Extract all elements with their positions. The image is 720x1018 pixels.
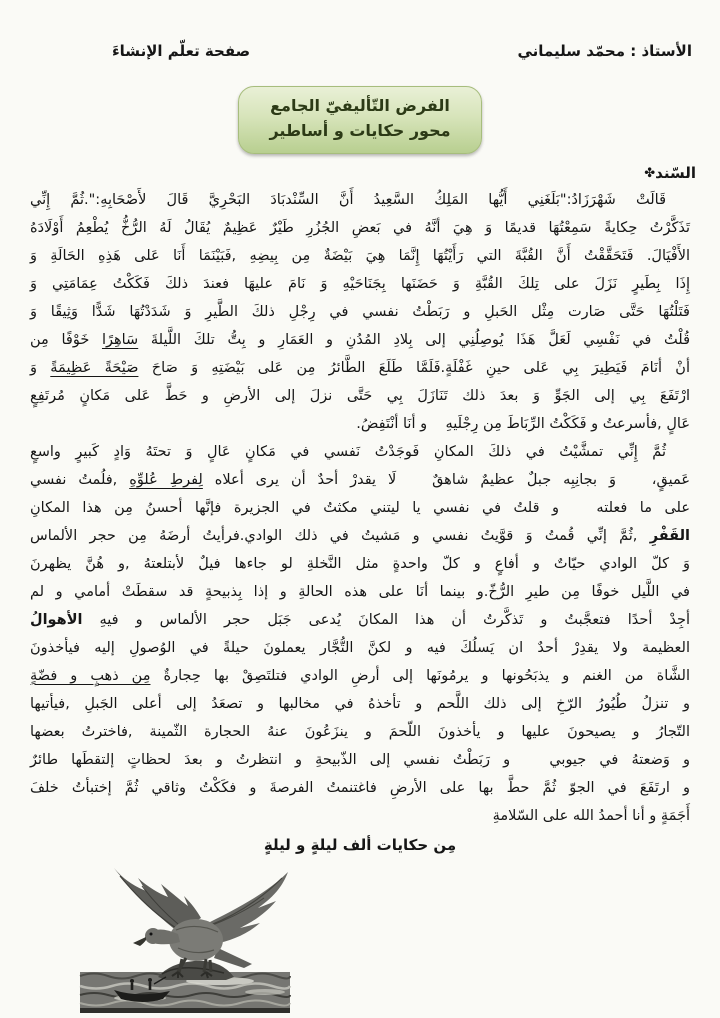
text-segment: قُلْتُ في نَفْسِي لَعَلَّ هَذَا يُوصِلُنِي إلى بِلادِ المُدُنِ و العَمَارِ و بِتُّ تلكَ اللَّيلةَ bbox=[138, 331, 691, 348]
text-line bbox=[30, 774, 690, 802]
text-line bbox=[30, 662, 690, 690]
underlined-text: لِفرطِ عُلوِّهِ bbox=[129, 471, 203, 488]
text-segment: ارْتَفَعَ بِي إلى الجَوِّ وَ بعدَ ذلك تَنَازَلَ بِي حَتَّى نزلَ إلى الأرضِ و حَطَّ عَلى مَكانٍ مُرتَفِعٍ bbox=[30, 387, 690, 404]
body-text bbox=[0, 182, 720, 830]
text-segment: الشَّاة من الغنم و يذبَحُونها و يرمُونَها إلى أرضِ الوادي فتلتَصِقْ بها حِجارةٌ bbox=[150, 667, 690, 684]
text-line bbox=[30, 410, 690, 438]
section-title: السّند bbox=[655, 163, 696, 182]
text-segment: خَوْفًا مِن bbox=[30, 331, 102, 348]
roc-bird-engraving-icon bbox=[50, 864, 390, 1016]
badge-subtitle: محور حكايات و أساطير bbox=[269, 120, 451, 140]
text-line bbox=[30, 746, 690, 774]
bold-text: القَفْرِ bbox=[649, 527, 690, 544]
text-segment: ,ثُمَّ إنِّي قُمتُ وَ قوَّيتُ نفسي و مَشيتُ في ذلك الوادي.فرأيتُ أرضَهُ مِن حجر الألماس bbox=[30, 527, 650, 544]
page-title: صفحة تعلّم الإنشاءَ bbox=[112, 42, 251, 60]
text-segment: وَ كلّ الوادي حيّاتٌ و أفاعٍ و كلّ واحدةٍ مثل النَّخلةِ لو جاءها فيلٌ لأبتلعتهُ ,و هُنَّ يظهرنَ bbox=[30, 555, 690, 572]
text-segment: أَجَمَةٍ و أنا أحمدُ الله على السّلامةِ bbox=[492, 807, 690, 824]
text-segment: الأَفْيَالَ. فَتَحَقَّقْتُ أَنَّ القُبَّةَ التي رَأَيْتُهَا إِنَّمَا هِيَ بَيْضَةٌ مِن بِيضِهِ ,فَبَيْنَمَا أَنَا عَلى هَذِهِ الحَالَةِ وَ bbox=[30, 247, 690, 264]
text-line bbox=[30, 550, 690, 578]
badge-title: الفرض التّأليفيّ الجامع bbox=[270, 96, 450, 115]
assignment-badge bbox=[238, 86, 481, 154]
text-line bbox=[30, 298, 690, 326]
roc-bird-illustration bbox=[50, 864, 390, 1016]
text-line bbox=[30, 634, 690, 662]
text-line bbox=[30, 494, 690, 522]
text-line bbox=[30, 522, 690, 550]
text-line bbox=[30, 606, 690, 634]
text-segment: و تنزلُ طُيُورُ الرّخِ إلى ذلك اللَّحم و تأخذهُ في مخالبها و تصعَدُ إلى أعلى الجَبلِ ,فيأتيها bbox=[30, 695, 690, 712]
text-segment: وَ bbox=[30, 359, 51, 376]
text-segment: أنْ أنَامَ فَيَطِيرَ بِي عَلى حينِ غَفْلَةٍ.فَلَمَّا طَلَعَ الطَّائرُ مِن عَلى بَيْضَتِهِ وَ صَاحَ bbox=[138, 359, 690, 376]
text-line bbox=[30, 578, 690, 606]
teacher-name: الأستاذ : محمّد سليماني bbox=[517, 42, 692, 60]
text-segment: ثُمَّ إِنِّي تمشَّيْتُ في ذلكَ المكانِ فَوجَدْتُ نَفسي في مَكانٍ عَالٍ وَ تحتَهُ وَادٍ كَبيرٍ واسعٍ bbox=[30, 443, 666, 460]
section-heading bbox=[0, 154, 720, 182]
text-line bbox=[30, 718, 690, 746]
text-segment: العظيمة ولا يقدِرْ أحدٌ ان يَسلُكَ فيه و لكنَّ التُّجَّار يعملونَ حيلةً في الوُصولِ إليه فيأخذونَ bbox=[30, 639, 690, 656]
text-line bbox=[30, 326, 690, 354]
text-segment: ,فلُمتُ نفسي bbox=[30, 471, 130, 488]
text-segment: التّجارُ و يصيحونَ عليها و يأخذونَ اللّحمَ و ينزَعُونَ عنهُ الحجارة الثّمينة ,فاخترتُ بعضها bbox=[30, 723, 690, 740]
underlined-text: صَيْحَةً عَظِيمَةً bbox=[50, 359, 139, 376]
underlined-text: مِن ذهبٍ و فضّةٍ bbox=[30, 667, 151, 684]
text-line bbox=[30, 214, 690, 242]
text-segment: إِذَا بِطَيرٍ نَزَلَ على تِلكَ القُبَّةِ وَ حَضَنَها بِجَنَاحَيْهِ وَ نَامَ عليهَا فعندَ ذلكَ فَكَكْتُ عِمَامَتِي وَ bbox=[30, 275, 690, 292]
text-segment: عَميقٍ، وَ بجانِبِه جبلٌ عظيمٌ شاهقٌ لَا يقدرْ أحدٌ أن يرى أعلاه bbox=[202, 471, 690, 488]
text-line bbox=[30, 466, 690, 494]
text-segment: أجِدْ أحدًا فتعجَّبتُ و تَذكَّرتُ أن هذا المكانَ يُدعى جَبَل حجر الألماس و فيهِ bbox=[82, 611, 690, 628]
text-segment: فَتَلْتُهَا حَتَّى صَارت مِثْل الحَبلِ و رَبَطْتُ نفسي في رِجْلِ ذلكَ الطَّيرِ وَ شَدَدْتُهَا شَدًّا وَثِيقًا وَ bbox=[30, 303, 690, 320]
text-segment: تَذَكَّرْتُ حِكايةً سَمِعْتُهَا قديمًا وَ هِيَ أنَّهُ في بَعضِ الجُزُرِ طَيْرٌ عَظِيمٌ يُقَالُ لَهُ الرُّخُّ يُطْعِمُ أَوْلَادَهُ bbox=[30, 219, 690, 236]
text-segment: عَالٍ ,فأسرعتُ و فَكَكْتُ الرِّبَاطَ مِن رِجْلَيهِ و أنَا أنْتَفِضُ. bbox=[356, 415, 690, 432]
page-header bbox=[0, 0, 720, 60]
diamond-bullet-icon: ✤ bbox=[644, 165, 656, 181]
text-segment: و ارتَفَعَ في الجوّ ثُمَّ حطَّ بها على الأرضِ فاغتنمتُ الفرصةَ و فكَكْتُ وثاقي ثُمَّ إختبأتُ خلفَ bbox=[30, 779, 690, 796]
text-segment: قَالَتْ شَهْرَزَادُ:"بَلَغَنِي أَيُّها المَلِكُ السَّعِيدُ أَنَّ السِّنْدبَادَ البَحْرِيَّ قَالَ لأَصْحَابِهِ:".ثُمَّ إِنِّي bbox=[30, 191, 666, 208]
text-line bbox=[30, 438, 690, 466]
text-line bbox=[30, 802, 690, 830]
source-caption: مِن حكايات ألف ليلةٍ و ليلةٍ bbox=[263, 835, 457, 854]
text-segment: و وَضعتهُ في جيوبي و رَبَطْتُ نفسي إلى الذّبيحةِ و انتظرتُ و بعدَ لحظاتٍ إلتقطَها طائرٌ bbox=[30, 751, 690, 768]
text-line bbox=[30, 690, 690, 718]
text-line bbox=[30, 242, 690, 270]
text-line bbox=[30, 354, 690, 382]
text-segment: على ما فعلته و قلتُ في نفسي يا ليتني مكثتُ في الجزيرة فإنَّها أحسنُ مِن هذا المكانِ bbox=[30, 499, 690, 516]
text-segment: في اللَّيل خوفًا مِن طيرِ الرُّخّ.و بينما أنَا على هذه الحالةِ و إذا بِذبيحةٍ قد سقطَتْ أمامي و لم bbox=[30, 583, 690, 600]
text-line bbox=[30, 186, 690, 214]
bold-text: الأهوالُ bbox=[30, 611, 83, 628]
text-line bbox=[30, 270, 690, 298]
text-line bbox=[30, 382, 690, 410]
underlined-text: سَاهِرًا bbox=[101, 331, 139, 348]
